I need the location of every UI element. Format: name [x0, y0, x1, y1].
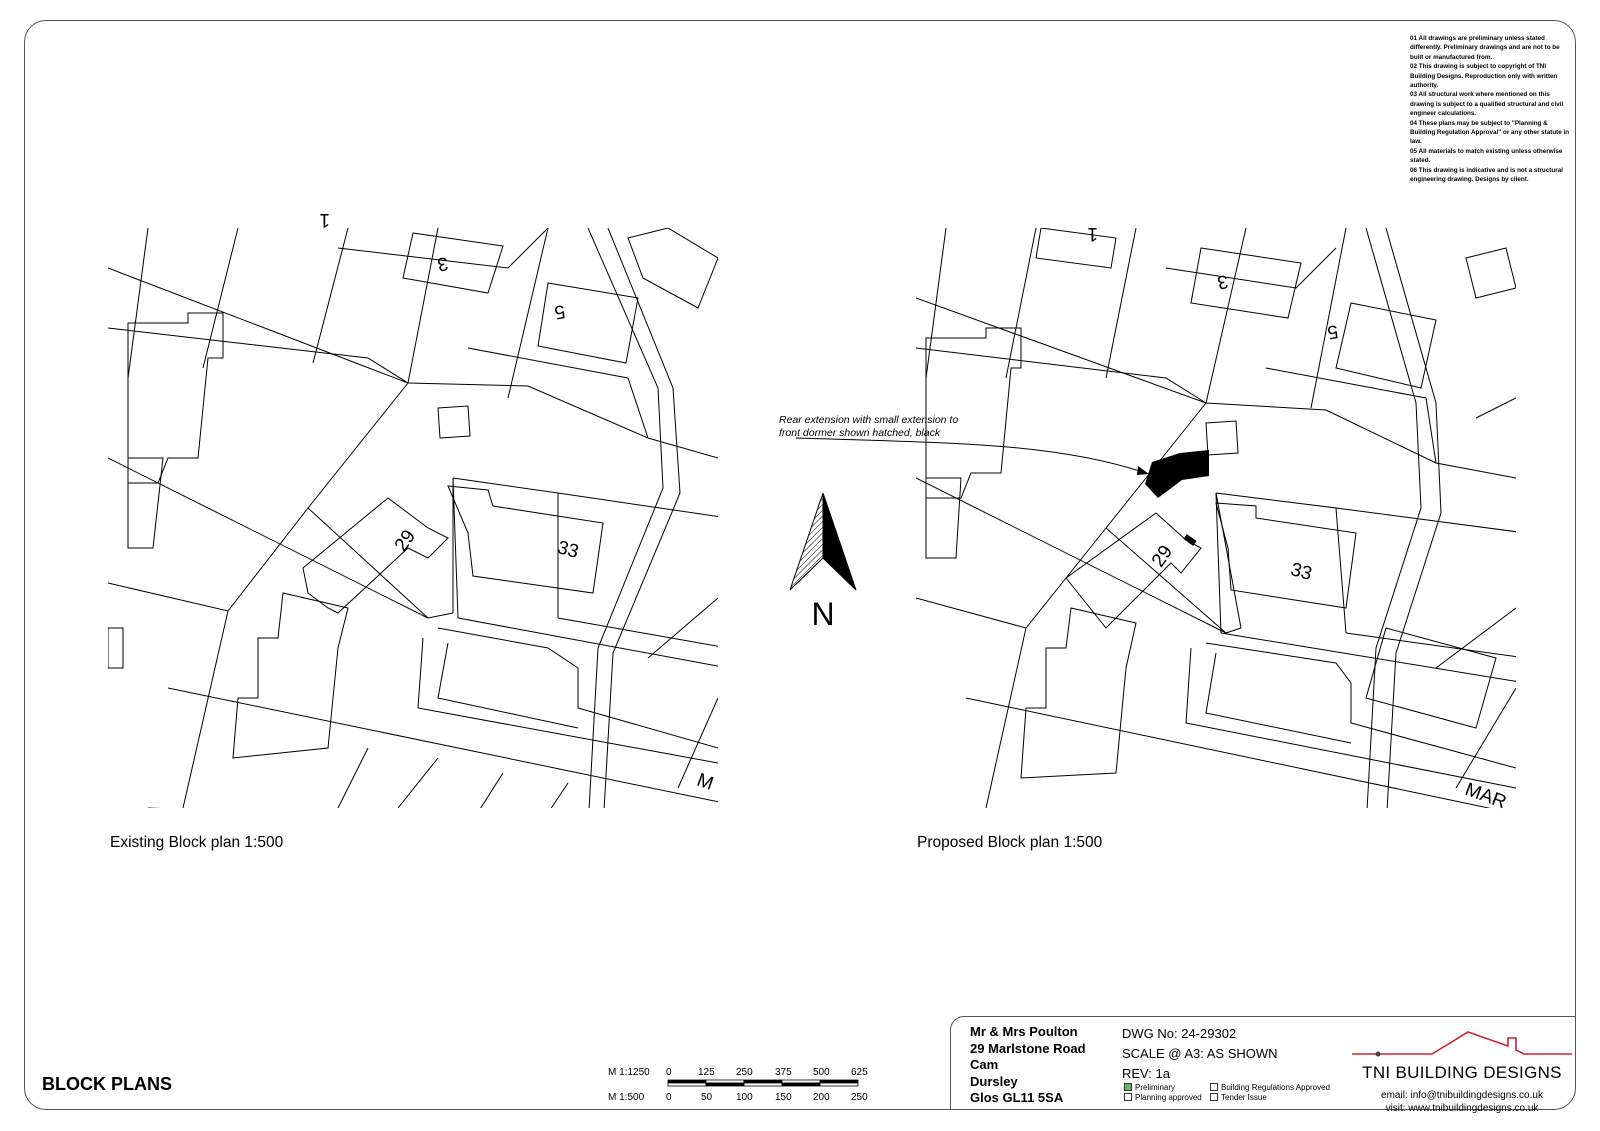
scale-tick-500-2: 100 — [736, 1092, 753, 1103]
checkbox-empty-icon — [1124, 1093, 1132, 1101]
client-street: 29 Marlstone Road — [970, 1040, 1086, 1056]
extension-annotation — [779, 414, 958, 440]
proposed-plan-caption: Proposed Block plan 1:500 — [917, 834, 1103, 851]
house-number-1: 1 — [1087, 223, 1098, 244]
house-number-33: 33 — [1288, 559, 1315, 585]
house-number-29: 29 — [390, 526, 421, 556]
note-06: 06 This drawing is indicative and is not a structural engineering drawing. Designs by client. — [1410, 166, 1563, 184]
house-number-1: 1 — [319, 209, 330, 230]
note-05: 05 All materials to match existing unless otherwise stated. — [1410, 147, 1563, 165]
existing-plan-caption: Existing Block plan 1:500 — [110, 834, 284, 851]
scale-tick-500-0: 0 — [666, 1092, 672, 1103]
status-building-regs-label: Building Regulations Approved — [1221, 1083, 1330, 1092]
scale-tick-1250-4: 500 — [813, 1067, 830, 1078]
scale-label-500: M 1:500 — [608, 1092, 645, 1103]
scale-tick-500-5: 250 — [851, 1092, 868, 1103]
house-number-5: 5 — [1325, 320, 1340, 343]
status-preliminary-label: Preliminary — [1135, 1083, 1176, 1092]
north-arrow-solid-half — [823, 493, 856, 590]
scale-bar-graphic — [668, 1080, 858, 1086]
general-notes — [1410, 34, 1570, 185]
status-planning — [1124, 1093, 1202, 1103]
proposed-block-plan — [916, 223, 1516, 814]
scale-tick-500-1: 50 — [701, 1092, 713, 1103]
drawing-scale: SCALE @ A3: AS SHOWN — [1122, 1046, 1278, 1061]
scale-tick-500-4: 200 — [813, 1092, 830, 1103]
company-website: visit: www.tnibuildingdesigns.co.uk — [1385, 1102, 1539, 1114]
scale-tick-1250-2: 250 — [736, 1067, 753, 1078]
company-email: email: info@tnibuildingdesigns.co.uk — [1381, 1090, 1543, 1101]
proposed-rear-extension — [1145, 450, 1209, 498]
page-title: BLOCK PLANS — [42, 1074, 172, 1094]
note-03: 03 All structural work where mentioned on this drawing is subject to a qualified structural and civil engineer calculations. — [1410, 91, 1564, 118]
checkbox-empty-icon — [1210, 1083, 1218, 1091]
drawing-revision: REV: 1a — [1122, 1066, 1170, 1081]
north-label: N — [811, 596, 835, 632]
north-arrow — [788, 488, 858, 632]
checkbox-checked-icon — [1124, 1083, 1132, 1091]
client-postcode: Glos GL11 5SA — [970, 1090, 1064, 1105]
house-number-29: 29 — [1147, 541, 1178, 572]
road-name: M — [694, 769, 717, 795]
client-city: Dursley — [970, 1073, 1018, 1089]
client-name: Mr & Mrs Poulton — [970, 1024, 1078, 1039]
house-number-33: 33 — [555, 537, 581, 563]
checkbox-empty-icon — [1210, 1093, 1218, 1101]
annotation-line-1: Rear extension with small extension to — [779, 414, 959, 426]
scale-tick-1250-0: 0 — [666, 1067, 672, 1078]
annotation-line-2: front dormer shown hatched, black — [779, 427, 941, 439]
client-address — [970, 1024, 1086, 1107]
status-tender-label: Tender Issue — [1221, 1093, 1267, 1102]
scale-bars — [602, 1060, 882, 1110]
house-number-3: 3 — [435, 252, 450, 275]
house-number-5: 5 — [552, 300, 567, 323]
client-town: Cam — [970, 1057, 999, 1072]
scale-tick-1250-5: 625 — [851, 1067, 868, 1078]
status-planning-label: Planning approved — [1135, 1093, 1202, 1102]
roof-logo-icon — [1348, 1030, 1576, 1056]
note-02: 02 This drawing is subject to copyright of TNI Building Designs. Reproduction only with written authority. — [1410, 63, 1558, 90]
scale-tick-1250-3: 375 — [775, 1067, 792, 1078]
scale-tick-1250-1: 125 — [698, 1067, 715, 1078]
annotation-arrowhead — [1137, 466, 1149, 475]
status-preliminary — [1124, 1083, 1175, 1093]
status-building-regs — [1210, 1083, 1330, 1093]
existing-block-plan — [108, 209, 718, 808]
company-branding — [1348, 1030, 1576, 1115]
drawing-number: DWG No: 24-29302 — [1122, 1026, 1237, 1041]
status-tender — [1210, 1093, 1267, 1103]
company-name: TNI BUILDING DESIGNS — [1362, 1063, 1562, 1082]
note-01: 01 All drawings are preliminary unless stated differently. Preliminary drawings and are not to be built or manufactured from. — [1410, 35, 1560, 61]
note-04: 04 These plans may be subject to "Planning & Building Regulation Approval" or any other statute in law. — [1410, 119, 1570, 146]
drawing-info — [1122, 1024, 1278, 1084]
scale-label-1250: M 1:1250 — [608, 1067, 650, 1078]
north-arrow-hatched-half — [790, 493, 823, 590]
scale-tick-500-3: 150 — [775, 1092, 792, 1103]
house-number-3: 3 — [1215, 270, 1230, 293]
road-name: MAR — [1462, 779, 1510, 814]
